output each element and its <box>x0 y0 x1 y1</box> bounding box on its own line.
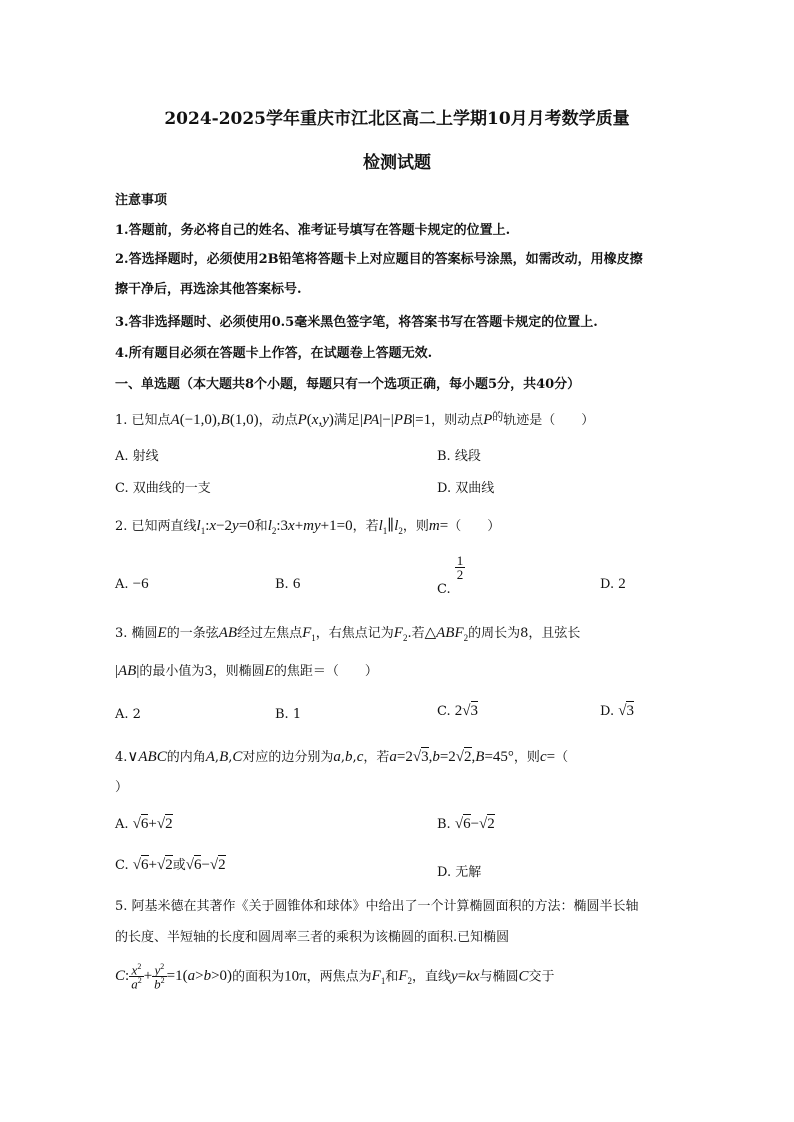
q3-option-a: A. 2 <box>115 707 141 722</box>
q1-option-c: C. 双曲线的一支 <box>115 481 211 496</box>
notice-item-3: 3.答非选择题时、必须使用0.5毫米黑色签字笔，将答案书写在答题卡规定的位置上. <box>115 315 598 330</box>
question-4: 4.∨ABC的内角A,B,C对应的边分别为a,b,c，若a=2√3,b=2√2,B=45°，则c=（ <box>115 749 569 765</box>
q3-option-d: D. √3 <box>600 703 634 719</box>
question-1: 1. 已知点A(−1,0),B(1,0)，动点P(x,y)满足|PA|−|PB|=1，则动点$P^的$轨迹是（ ） <box>115 410 595 428</box>
doc-title-line2: 检测试题 <box>363 153 431 173</box>
q3-option-b: B. 1 <box>275 707 302 722</box>
q4-option-c: C. √6+√2或√6−√2 <box>115 857 226 873</box>
notice-heading: 注意事项 <box>115 193 168 208</box>
math-given-values: a=2√3,b=2√2,B=45° <box>389 749 514 765</box>
question-5-line-3: C: $\frac{x^2}{a^2}$ + $\frac{y^2}{b^2}$ =1(a>b>0)的面积为10π，两焦点为$F_1$和$F_2$，直线y=kx与椭圆C交于 <box>115 962 555 992</box>
q1-option-a: A. 射线 <box>115 449 159 464</box>
triangle-symbol: ∨ABC <box>127 749 167 765</box>
q2-option-b: B. 6 <box>275 576 301 592</box>
question-5-line-2: 的长度、半短轴的长度和圆周率三者的乘积为该椭圆的面积.已知椭圆 <box>115 930 510 945</box>
q1-option-d: D. 双曲线 <box>437 481 495 496</box>
q4-option-a: A. √6+√2 <box>115 816 173 832</box>
q3-option-c: C. 2√3 <box>437 703 478 719</box>
question-4-close: ） <box>115 780 129 795</box>
ellipse-equation: C: $\frac{x^2}{a^2}$ + $\frac{y^2}{b^2}$ =1(a>b>0) <box>115 962 233 992</box>
q2-option-a: A. −6 <box>115 576 149 592</box>
question-3-line-2: |AB|的最小值为3，则椭圆E的焦距＝（ ） <box>115 663 378 679</box>
math-parallel: $l_1\parallel l_2$ <box>378 518 403 536</box>
math-line-l1: $l_1:x-2y=0$ <box>196 518 255 536</box>
question-5-line-1: 5. 阿基米德在其著作《关于圆锥体和球体》中给出了一个计算椭圆面积的方法：椭圆半长轴 <box>115 899 639 914</box>
q2-option-d: D. 2 <box>600 576 626 592</box>
doc-title-line1: 2024-2025学年重庆市江北区高二上学期10月月考数学质量 <box>164 109 630 129</box>
notice-item-1: 1.答题前，务必将自己的姓名、准考证号填写在答题卡规定的位置上. <box>115 223 511 238</box>
math-condition: |PA|−|PB|=1 <box>359 412 432 428</box>
question-2: 2. 已知两直线$l_1:x-2y=0$和$l_2:3x+my+1=0$，若$l_1\parallel l_2$，则m=（ ） <box>115 518 501 536</box>
math-points-ab: A(−1,0),B(1,0) <box>170 412 259 428</box>
section-heading-single-choice: 一、单选题（本大题共8个小题，每题只有一个选项正确，每小题5分，共40分） <box>115 377 581 392</box>
q4-option-d: D. 无解 <box>437 865 482 880</box>
notice-item-2-cont: 擦干净后，再选涂其他答案标号. <box>115 282 302 297</box>
notice-item-2: 2.答选择题时，必须使用2B铅笔将答题卡上对应题目的答案标号涂黑，如需改动，用橡皮擦 <box>115 252 643 267</box>
q4-option-b: B. √6−√2 <box>437 816 495 832</box>
notice-item-4: 4.所有题目必须在答题卡上作答，在试题卷上答题无效. <box>115 346 433 361</box>
q2-option-c: C. $\frac{1}{2}$ <box>437 553 464 597</box>
math-line-l2: $l_2:3x+my+1=0$ <box>267 518 353 536</box>
question-3-line-1: 3. 椭圆E的一条弦AB经过左焦点$F_1$，右焦点记为$F_2$.若$\triangle ABF_2$的周长为8，且弦长 <box>115 625 581 643</box>
math-point-p: P(x,y) <box>297 412 334 428</box>
q1-option-b: B. 线段 <box>437 449 481 464</box>
